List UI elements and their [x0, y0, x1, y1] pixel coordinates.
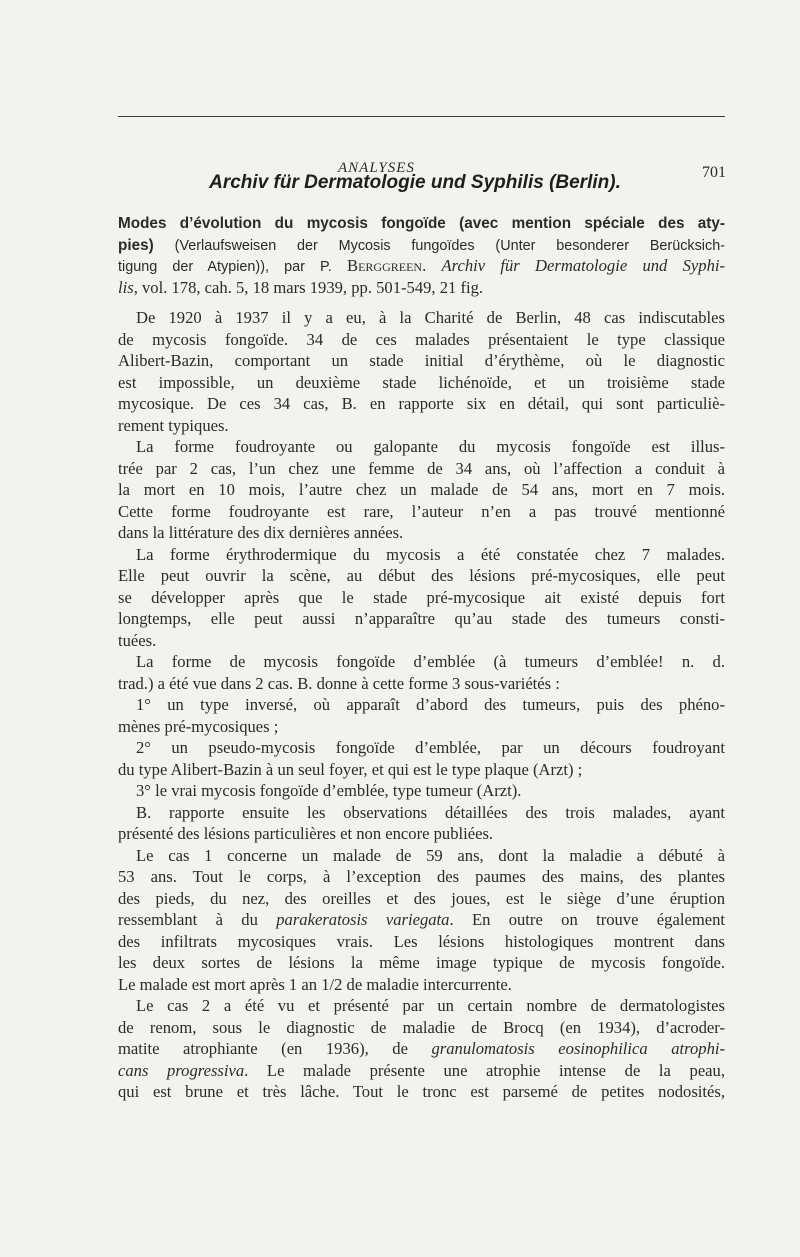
paragraph-line: trad.) a été vue dans 2 cas. B. donne à cette forme 3 sous-variétés :: [118, 673, 560, 693]
article-heading-line-2: [118, 234, 725, 256]
body-text: [118, 212, 725, 1103]
paragraph-line: De 1920 à 1937 il y a eu, à la Charité de Berlin, 48 cas indiscutables: [136, 308, 725, 327]
paragraph-line: se développer après que le stade pré-mycosique ait existé depuis fort: [118, 587, 725, 607]
paragraph-line: tuées.: [118, 630, 157, 650]
journal-title: Archiv für Dermatologie und Syphilis (Berlin).: [209, 172, 621, 193]
citation-details: , vol. 178, cah. 5, 18 mars 1939, pp. 501-549, 21 fig.: [133, 277, 484, 297]
paragraph-line: est impossible, un deuxième stade lichénoïde, et un troisième stade: [118, 372, 725, 392]
section-title: ANALYSES: [338, 160, 415, 176]
disease-name: granulomatosis eosinophilica atrophi-: [431, 1039, 725, 1058]
paragraph-line: qui est brune et très lâche. Tout le tronc est parsemé de petites nodosités,: [118, 1082, 725, 1101]
article-heading-line-3: [118, 255, 725, 277]
paragraph-line: B. rapporte ensuite les observations détaillées des trois malades, ayant: [136, 802, 725, 822]
paragraph-line: des infiltrats mycosiques vrais. Les lésions histologiques montrent dans: [118, 931, 725, 951]
paragraph-line: de mycosis fongoïde. 34 de ces malades présentaient le type classique: [118, 329, 725, 349]
paragraph-line: dans la littérature des dix dernières années.: [118, 523, 404, 542]
paragraph-line: du type Alibert-Bazin à un seul foyer, et qui est le type plaque (Arzt) ;: [118, 759, 583, 779]
paragraph-line: mycosique. De ces 34 cas, B. en rapporte six en détail, qui sont particuliè-: [118, 394, 725, 413]
paragraph-line: Le cas 2 a été vu et présenté par un certain nombre de dermatologistes: [136, 996, 725, 1015]
paragraph-line: la mort en 10 mois, l’autre chez un malade de 54 ans, mort en 7 mois.: [118, 480, 725, 499]
paragraph-line: [118, 1060, 725, 1082]
author-name: Berggreen: [347, 256, 423, 275]
article-title: Modes d’évolution du mycosis fongoïde (avec mention spéciale des aty-: [118, 215, 725, 232]
disease-name: cans progressiva: [118, 1060, 245, 1080]
article-heading-line-4: [118, 277, 725, 299]
text-run: ressemblant à du: [118, 910, 258, 929]
paragraph-line: 53 ans. Tout le corps, à l’exception des paumes des mains, des plantes: [118, 867, 725, 886]
paragraph-line: Alibert-Bazin, comportant un stade initial d’érythème, où le diagnostic: [118, 351, 725, 370]
german-title-end: tigung der Atypien)), par P.: [118, 259, 332, 275]
header-rule: [118, 116, 725, 117]
paragraph-line: Le malade est mort après 1 an 1/2 de maladie intercurrente.: [118, 974, 512, 994]
article-heading-line-1: [118, 212, 725, 234]
paragraph-line: mènes pré-mycosiques ;: [118, 716, 279, 736]
article-title-end: pies): [118, 236, 154, 254]
paragraph-line: La forme foudroyante ou galopante du mycosis fongoïde est illus-: [136, 437, 725, 456]
paragraph-line: longtemps, elle peut aussi n’apparaître qu’au stade des tumeurs consti-: [118, 609, 725, 628]
paragraph-line: rement typiques.: [118, 415, 229, 435]
author-period: .: [422, 256, 427, 275]
spacer: [118, 298, 725, 307]
journal-reference: Archiv für Dermatologie und Syphi-: [441, 256, 725, 275]
text-run: . Le malade présente une atrophie intense de la peau,: [244, 1060, 725, 1080]
disease-name: parakeratosis variegata: [276, 910, 450, 929]
page-number: 701: [702, 164, 726, 181]
paragraph-line: [118, 909, 725, 931]
paragraph-line: La forme de mycosis fongoïde d’emblée (à tumeurs d’emblée! n. d.: [136, 652, 725, 671]
german-title: (Verlaufsweisen der Mycosis fungoïdes (Unter besonderer Berücksich-: [174, 237, 725, 254]
paragraph-line: 1° un type inversé, où apparaît d’abord des tumeurs, puis des phéno-: [136, 695, 725, 714]
paragraph-line: La forme érythrodermique du mycosis a été constatée chez 7 malades.: [136, 544, 725, 564]
text-run: matite atrophiante (en 1936), de: [118, 1039, 408, 1058]
journal-reference-end: lis: [118, 277, 134, 297]
paragraph-line: trée par 2 cas, l’un chez une femme de 34 ans, où l’affection a conduit à: [118, 458, 725, 478]
paragraph-line: les deux sortes de lésions la même image typique de mycosis fongoïde.: [118, 953, 725, 972]
paragraph-line: de renom, sous le diagnostic de maladie de Brocq (en 1934), d’acroder-: [118, 1017, 725, 1037]
paragraph-line: Elle peut ouvrir la scène, au début des lésions pré-mycosiques, elle peut: [118, 566, 725, 585]
paragraph-line: [118, 1038, 725, 1060]
paragraph-line: des pieds, du nez, des oreilles et des joues, est le siège d’une éruption: [118, 888, 725, 908]
text-run: . En outre on trouve également: [449, 910, 725, 929]
paragraph-line: 3° le vrai mycosis fongoïde d’emblée, type tumeur (Arzt).: [136, 781, 522, 800]
paragraph-line: présenté des lésions particulières et non encore publiées.: [118, 824, 494, 843]
paragraph-line: Cette forme foudroyante est rare, l’auteur n’en a pas trouvé mentionné: [118, 501, 725, 521]
running-head: [0, 80, 800, 181]
paragraph-line: Le cas 1 concerne un malade de 59 ans, dont la maladie a débuté à: [136, 845, 725, 865]
paragraph-line: 2° un pseudo-mycosis fongoïde d’emblée, par un décours foudroyant: [136, 738, 725, 757]
